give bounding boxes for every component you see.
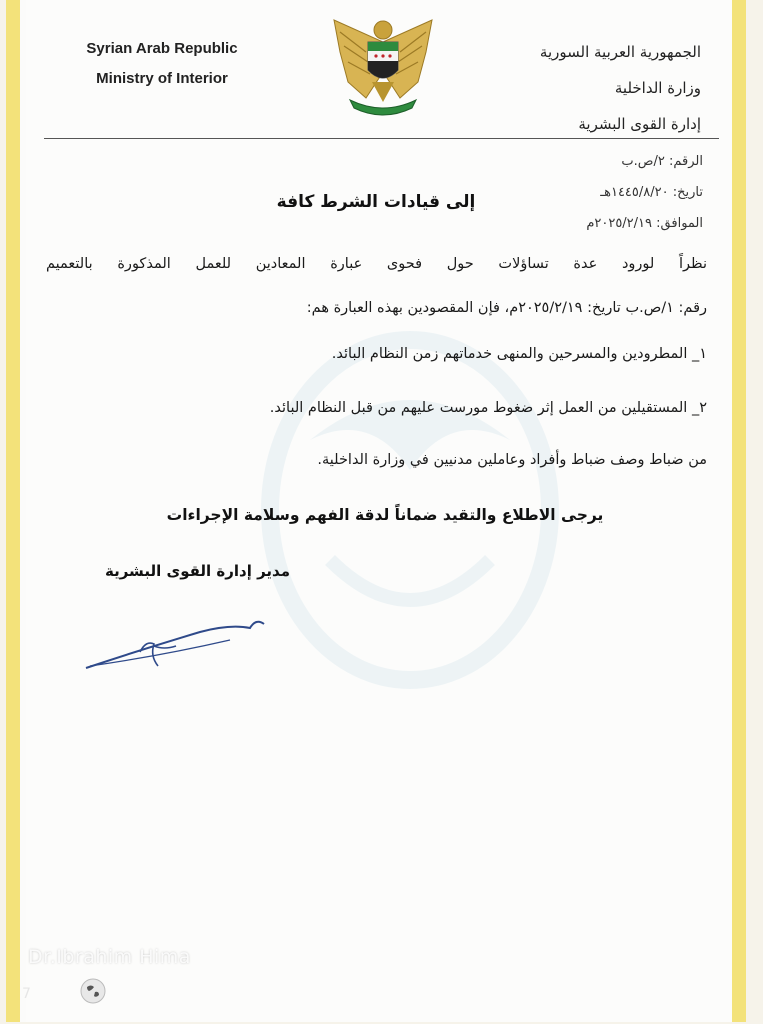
handwritten-signature xyxy=(80,610,280,680)
arabic-country-name: الجمهورية العربية السورية xyxy=(539,43,701,61)
eagle-emblem-icon xyxy=(326,12,440,122)
hijri-date: تاريخ: ١٤٤٥/٨/٢٠هـ xyxy=(600,185,703,200)
reference-block xyxy=(443,146,703,239)
body-item-1: ١_ المطرودين والمسرحين والمنهى خدماتهم زمن النظام البائد. xyxy=(331,346,707,362)
corner-number: 7 xyxy=(22,986,31,1002)
english-ministry-name: Ministry of Interior xyxy=(96,70,228,87)
english-header xyxy=(52,34,272,94)
addressee-title: إلى قيادات الشرط كافة xyxy=(276,192,476,212)
reference-number: الرقم: ٢/ص.ب xyxy=(621,154,703,169)
arabic-department-name: إدارة القوى البشرية xyxy=(578,115,701,133)
globe-icon xyxy=(80,978,106,1004)
english-country-name: Syrian Arab Republic xyxy=(86,40,238,57)
gregorian-date: الموافق: ٢٠٢٥/٢/١٩م xyxy=(586,216,703,231)
arabic-header xyxy=(451,34,701,142)
header-divider xyxy=(44,138,719,139)
body-paragraph-3: من ضباط وصف ضباط وأفراد وعاملين مدنيين في وزارة الداخلية. xyxy=(317,452,707,468)
signatory-title: مدير إدارة القوى البشرية xyxy=(105,562,290,580)
body-paragraph-2: رقم: ١/ص.ب تاريخ: ٢٠٢٥/٢/١٩م، فإن المقصودين بهذه العبارة هم: xyxy=(306,300,707,316)
arabic-ministry-name: وزارة الداخلية xyxy=(614,79,701,97)
closing-instruction: يرجى الاطلاع والتقيد ضماناً لدقة الفهم وسلامة الإجراءات xyxy=(166,506,604,524)
body-item-2: ٢_ المستقيلين من العمل إثر ضغوط مورست عليهم من قبل النظام البائد. xyxy=(269,400,707,416)
body-paragraph-1: نظراً لورود عدة تساؤلات حول فحوى عبارة المعادين للعمل المذكورة بالتعميم xyxy=(46,256,707,272)
watermark-text: Dr.Ibrahim Hima xyxy=(28,946,191,968)
